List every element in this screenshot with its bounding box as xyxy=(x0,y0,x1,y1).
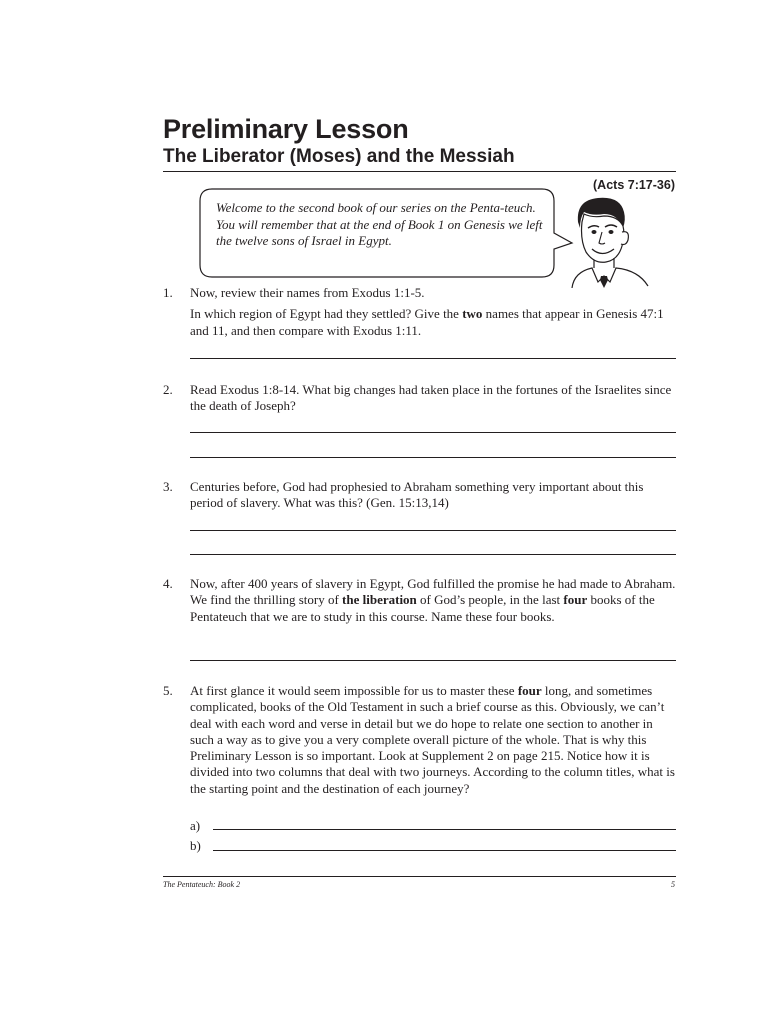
scripture-reference: (Acts 7:17-36) xyxy=(593,178,675,192)
question-number: 1. xyxy=(163,285,173,300)
question-number: 5. xyxy=(163,683,173,698)
question-text: In which region of Egypt had they settled? Give the two names that appear in Genesis 47:1 and 11, and then compare with Exodus 1:11. xyxy=(190,306,664,338)
title-rule xyxy=(163,171,676,172)
page-subtitle: The Liberator (Moses) and the Messiah xyxy=(163,146,515,167)
emphasis: four xyxy=(517,683,542,698)
question-number: 2. xyxy=(163,382,173,397)
answer-line[interactable] xyxy=(190,530,676,531)
answer-line[interactable] xyxy=(190,554,676,555)
answer-line[interactable] xyxy=(190,358,676,359)
footer-rule xyxy=(163,876,676,877)
answer-line-b[interactable] xyxy=(213,850,676,851)
intro-text: Welcome to the second book of our series on the Penta-teuch. You will remember that at the end of Book 1 on Genesis we left the twelve sons of Israel in Egypt. xyxy=(216,200,543,248)
emphasis: the liberation xyxy=(342,592,417,608)
question-text: Now, review their names from Exodus 1:1-5. xyxy=(190,285,425,300)
emphasis: four xyxy=(563,592,588,608)
page-number: 5 xyxy=(671,880,675,889)
question-number: 3. xyxy=(163,479,173,494)
page-title: Preliminary Lesson xyxy=(163,114,409,144)
answer-line[interactable] xyxy=(190,432,676,433)
answer-line-a[interactable] xyxy=(213,829,676,830)
man-illustration xyxy=(568,192,650,293)
answer-line[interactable] xyxy=(190,457,676,458)
question-text: Centuries before, God had prophesied to Abraham something very important about this period of slavery. What was this? (Gen. 15:13,14) xyxy=(190,479,644,511)
question-text: At first glance it would seem impossible for us to master these four long, and sometimes complicated, books of the Old Testament in such a brief course as this. Obviously, we can’t deal with each word and verse in detail but we do hope to relate one section to another in such a way as to give you a very complete overall picture of the whole. That is why this Preliminary Lesson is so important. Look at Supplement 2 on page 215. Notice how it is divided into two columns that deal with two journeys. According to the column titles, what is the starting point and the destination of each journey? xyxy=(190,683,675,796)
footer-book-title: The Pentateuch: Book 2 xyxy=(163,880,241,889)
choice-b-label: b) xyxy=(190,838,201,853)
question-number: 4. xyxy=(163,576,173,591)
question-text: Read Exodus 1:8-14. What big changes had taken place in the fortunes of the Israelites since the death of Joseph? xyxy=(190,382,672,414)
answer-line[interactable] xyxy=(190,660,676,661)
emphasis: two xyxy=(462,306,483,322)
choice-a-label: a) xyxy=(190,818,201,833)
question-text: Now, after 400 years of slavery in Egypt, God fulfilled the promise he had made to Abraham. We find the thrilling story of the liberation of God’s people, in the last four books of the Pentateuch that we are to study in this course. Name these four books. xyxy=(190,576,676,624)
